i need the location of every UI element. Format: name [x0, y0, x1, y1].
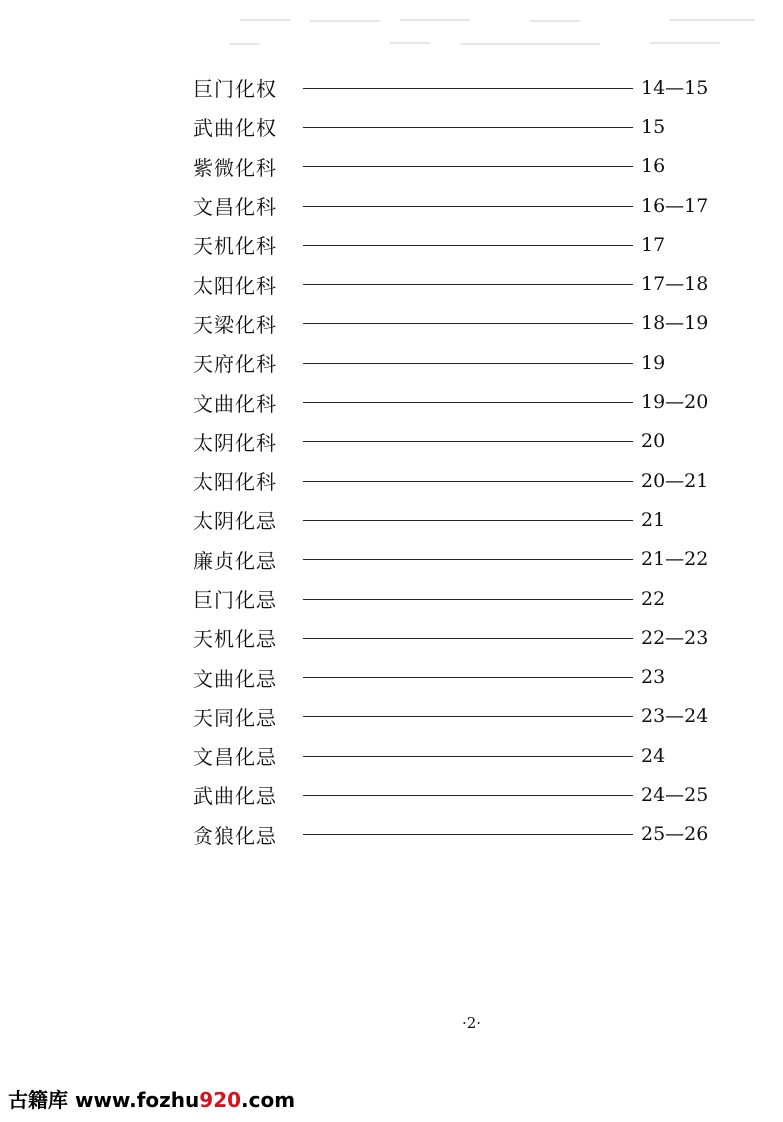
toc-leader-line [303, 716, 633, 717]
toc-entry [193, 461, 713, 500]
toc-entry-title: 天府化科 [193, 352, 277, 377]
toc-leader-line [303, 323, 633, 324]
toc-entry-pages: 16—17 [641, 194, 709, 217]
toc-entry-title: 紫微化科 [193, 155, 277, 180]
table-of-contents [193, 68, 713, 854]
toc-entry [193, 264, 713, 303]
toc-entry-pages: 17 [641, 233, 666, 256]
toc-entry-pages: 17—18 [641, 273, 709, 296]
toc-entry [193, 815, 713, 854]
toc-entry-title: 文曲化忌 [193, 666, 277, 691]
toc-entry-title: 巨门化忌 [193, 588, 277, 612]
toc-entry-title: 武曲化忌 [193, 784, 277, 809]
toc-entry-pages: 21—22 [641, 548, 709, 571]
toc-entry [193, 382, 713, 421]
toc-entry-title: 太阳化科 [193, 273, 277, 298]
toc-entry-pages: 23—24 [641, 705, 709, 728]
toc-entry-title: 武曲化权 [193, 116, 277, 141]
toc-entry [193, 147, 713, 186]
watermark-suffix: .com [241, 1088, 296, 1112]
toc-entry-pages: 24—25 [641, 783, 709, 806]
toc-leader-line [303, 520, 633, 521]
toc-entry-title: 天机化忌 [193, 627, 277, 652]
toc-entry-pages: 16 [641, 155, 666, 178]
toc-entry [193, 225, 713, 264]
toc-leader-line [303, 834, 633, 835]
toc-entry-title: 天机化科 [193, 234, 277, 259]
toc-entry-title: 天同化忌 [193, 705, 277, 730]
toc-entry [193, 775, 713, 814]
toc-entry-title: 太阴化忌 [193, 509, 277, 534]
toc-entry [193, 107, 713, 146]
watermark-prefix: 古籍库 www.fozhu [8, 1088, 200, 1112]
toc-entry-pages: 24 [641, 744, 666, 767]
toc-leader-line [303, 284, 633, 285]
toc-entry-pages: 22 [641, 587, 666, 610]
toc-entry [193, 657, 713, 696]
toc-leader-line [303, 481, 633, 482]
toc-entry-pages: 14—15 [641, 76, 709, 99]
toc-leader-line [303, 441, 633, 442]
watermark-accent: 920 [199, 1088, 242, 1112]
toc-leader-line [303, 677, 633, 678]
toc-leader-line [303, 599, 633, 600]
toc-entry-pages: 19 [641, 351, 666, 374]
toc-entry-pages: 19—20 [641, 391, 709, 414]
toc-entry [193, 618, 713, 657]
watermark[interactable] [8, 1084, 295, 1113]
toc-leader-line [303, 402, 633, 403]
page-number: ·2· [462, 1014, 482, 1032]
toc-entry [193, 697, 713, 736]
toc-entry [193, 540, 713, 579]
toc-entry [193, 579, 713, 618]
toc-entry-pages: 20 [641, 430, 666, 453]
toc-leader-line [303, 166, 633, 167]
header-scan-noise [200, 8, 760, 48]
toc-entry [193, 736, 713, 775]
toc-entry [193, 422, 713, 461]
toc-entry [193, 186, 713, 225]
toc-leader-line [303, 756, 633, 757]
toc-entry-title: 太阴化科 [193, 430, 277, 455]
toc-leader-line [303, 795, 633, 796]
toc-entry [193, 500, 713, 539]
toc-entry [193, 304, 713, 343]
toc-entry-pages: 15 [641, 115, 666, 138]
toc-entry-pages: 21 [641, 508, 666, 531]
toc-entry-title: 贪狼化忌 [193, 823, 277, 848]
toc-leader-line [303, 206, 633, 207]
toc-entry-title: 太阳化科 [193, 470, 277, 495]
toc-leader-line [303, 127, 633, 128]
toc-entry-title: 巨门化权 [193, 77, 277, 102]
toc-leader-line [303, 638, 633, 639]
toc-entry-title: 廉贞化忌 [193, 548, 277, 573]
toc-leader-line [303, 88, 633, 89]
toc-entry [193, 68, 713, 107]
toc-entry-title: 文昌化科 [193, 195, 277, 220]
toc-entry-pages: 22—23 [641, 626, 709, 649]
toc-entry-pages: 25—26 [641, 823, 709, 846]
toc-entry [193, 343, 713, 382]
toc-entry-pages: 23 [641, 666, 666, 689]
toc-entry-title: 文昌化忌 [193, 745, 277, 770]
toc-entry-title: 天梁化科 [193, 312, 277, 337]
toc-entry-pages: 18—19 [641, 312, 709, 335]
toc-entry-pages: 20—21 [641, 469, 709, 492]
toc-leader-line [303, 559, 633, 560]
toc-leader-line [303, 245, 633, 246]
toc-leader-line [303, 363, 633, 364]
toc-entry-title: 文曲化科 [193, 391, 277, 416]
